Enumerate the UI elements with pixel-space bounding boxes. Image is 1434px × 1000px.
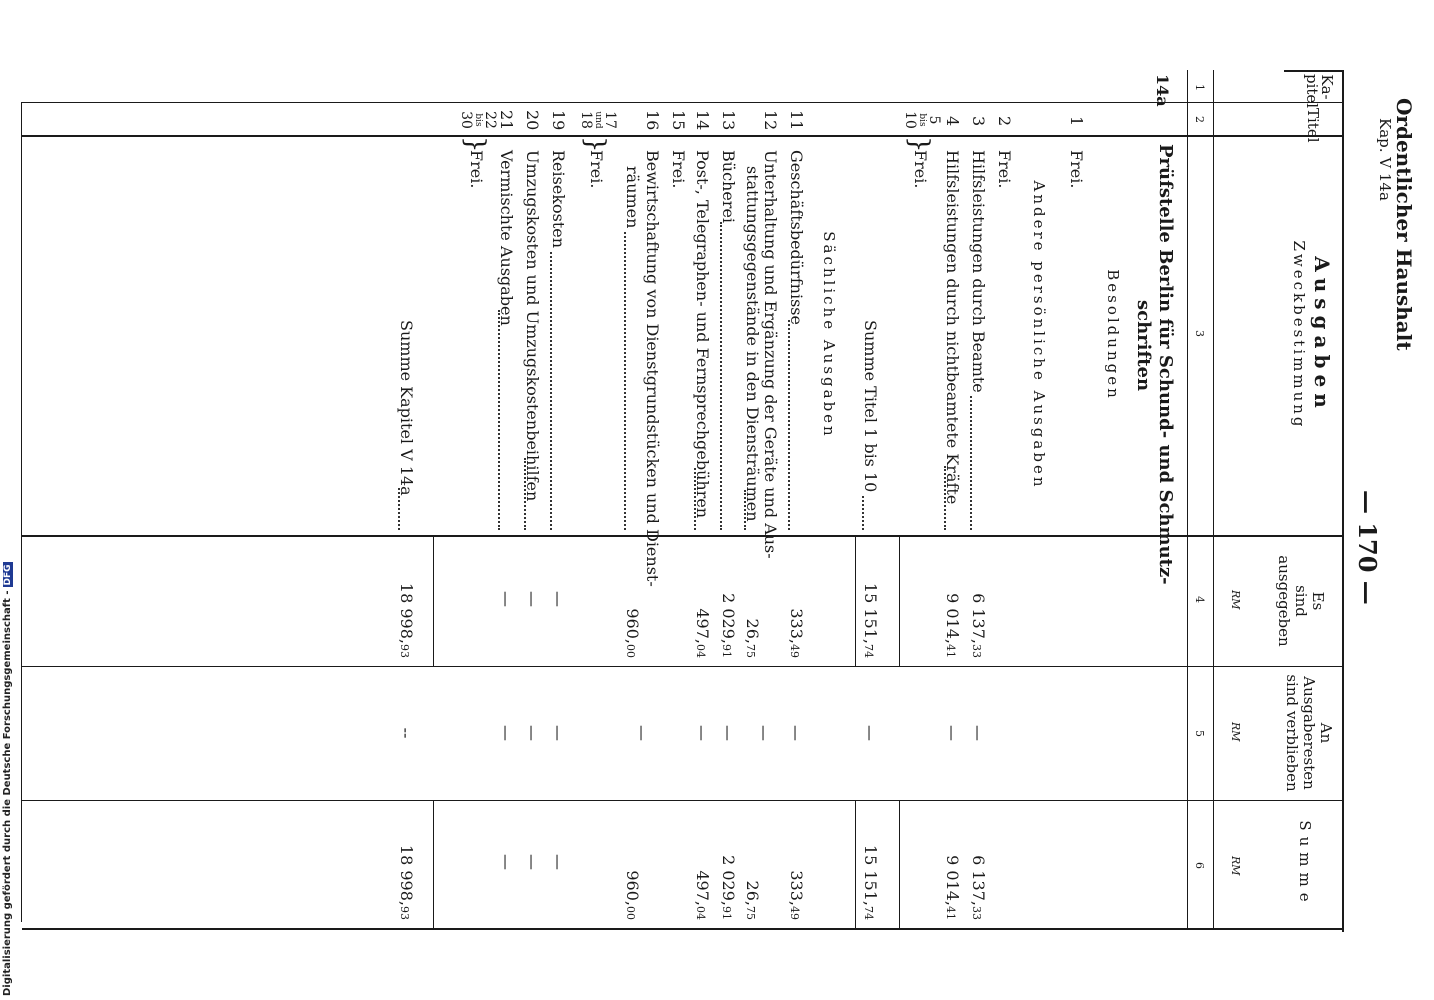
row-12-ausgegeben: 26,75 (743, 618, 762, 658)
table-right-rule (22, 928, 1344, 930)
row-13-leader (720, 222, 722, 530)
colnum-1: 1 (1193, 84, 1206, 91)
col4-divider (22, 666, 1344, 667)
row-4-leader (944, 466, 946, 530)
page-header-chapter: Kap. V 14a (1376, 118, 1394, 201)
section-saechliche: Sächliche Ausgaben (820, 231, 838, 439)
row-12-titel: 12 (761, 110, 780, 131)
row-12-reste: — (755, 725, 774, 741)
colnum-rule (1213, 70, 1214, 928)
row-19-leader (550, 252, 552, 530)
subtotal-rule-col6 (899, 800, 900, 928)
row-3-summe: 6 137,33 (969, 855, 988, 920)
row-20-titel: 20 (523, 110, 542, 131)
currency-col4: RM (1229, 590, 1242, 610)
row-4-reste: — (943, 725, 962, 741)
colnum-4: 4 (1193, 596, 1206, 603)
row-1-text: Frei. (1067, 150, 1086, 189)
row-20-reste: — (523, 725, 542, 741)
row-20-ausgegeben: — (523, 591, 542, 607)
row-20-leader (524, 458, 526, 530)
row-14-reste: — (693, 725, 712, 741)
page-number: — 170 — (1353, 490, 1382, 605)
row-17-18-brace: } (580, 136, 610, 153)
row-3-ausgegeben: 6 137,33 (969, 593, 988, 658)
row-11-leader (788, 320, 790, 530)
row-16-titel: 16 (643, 110, 662, 131)
col-header-ausgabereste: An Ausgaberesten sind verblieben (1283, 674, 1335, 792)
total-summe: 18 998,93 (397, 844, 416, 920)
row-19-text: Reisekosten (549, 150, 568, 249)
row-21-leader (498, 310, 500, 530)
subtotal-leader (862, 496, 864, 530)
section-andere: Andere persönliche Ausgaben (1030, 180, 1048, 490)
chapter-title-2: schriften (1133, 300, 1154, 392)
row-16-summe: 960,00 (623, 870, 642, 920)
row-17-18-text: Frei. (587, 150, 606, 189)
row-19-titel: 19 (549, 110, 568, 131)
row-5-10-brace: } (904, 136, 934, 153)
kapitel-divider (22, 102, 1344, 103)
table-top-rule (1342, 70, 1344, 932)
colnum-5: 5 (1193, 730, 1206, 737)
row-11-text: Geschäftsbedürfnisse (787, 150, 806, 325)
row-13-summe: 2 029,91 (719, 855, 738, 920)
row-21-reste: — (497, 725, 516, 741)
subtotal-ausgegeben: 15 151,74 (861, 582, 880, 658)
row-1-titel: 1 (1067, 116, 1086, 127)
total-leader (398, 488, 400, 530)
row-11-reste: — (787, 725, 806, 741)
row-13-reste: — (719, 725, 738, 741)
col-header-zweck: Zweckbestimmung (1290, 240, 1308, 430)
subtotal-underline-col6 (855, 800, 856, 928)
row-16-reste: — (633, 725, 652, 741)
row-3-text: Hilfsleistungen durch Beamte (969, 150, 988, 393)
col-header-kapitel: Ka- pitel (1303, 74, 1336, 109)
row-12-leader (744, 490, 746, 530)
row-14-summe: 497,04 (693, 870, 712, 920)
row-20-text: Umzugskosten und Umzugskostenbeihilfen (523, 150, 542, 502)
row-2-text: Frei. (995, 150, 1014, 189)
titel-divider (22, 135, 1344, 137)
row-17-18-titel: 17 und 18 (578, 111, 618, 129)
digitization-credit (2, 562, 13, 996)
currency-col5: RM (1229, 722, 1242, 742)
row-16-leader (624, 232, 626, 530)
subtotal-underline-col4 (855, 536, 856, 666)
row-20-summe: — (523, 854, 542, 870)
page-header-title: Ordentlicher Haushalt (1392, 98, 1416, 351)
row-3-leader (970, 396, 972, 530)
row-19-summe: — (549, 854, 568, 870)
row-13-titel: 13 (719, 110, 738, 131)
chapter-title: Prüfstelle Berlin für Schund- und Schmutz- (1155, 144, 1176, 585)
row-4-text: Hilfsleistungen durch nichtbeamtete Kräfte (943, 150, 962, 505)
row-19-reste: — (549, 725, 568, 741)
row-4-summe: 9 014,41 (943, 855, 962, 920)
dfg-logo: DFG (3, 564, 13, 586)
row-11-summe: 333,49 (787, 870, 806, 920)
row-22-30-brace: } (460, 136, 490, 153)
colnum-2: 2 (1193, 116, 1206, 123)
total-label: Summe Kapitel V 14a (397, 320, 416, 496)
colnum-3: 3 (1193, 330, 1206, 337)
section-besoldungen: Besoldungen (1104, 269, 1122, 401)
row-16-text: Bewirtschaftung von Dienstgrundstücken und Dienst- (643, 150, 662, 587)
row-5-10-titel: 5 bis 10 (902, 111, 942, 129)
row-14-text: Post-, Telegraphen- und Fernsprechgebühren (693, 150, 712, 519)
row-15-text: Frei. (669, 150, 688, 189)
row-11-ausgegeben: 333,49 (787, 608, 806, 658)
subtotal-label: Summe Titel 1 bis 10 (861, 320, 880, 493)
row-12-text: Unterhaltung und Ergänzung der Geräte und Aus- (761, 150, 780, 559)
row-14-leader (694, 468, 696, 530)
credit-text: Digitalisierung gefördert durch die Deutsche Forschungsgemeinschaft - (2, 590, 13, 996)
colnum-6: 6 (1193, 862, 1206, 869)
row-3-titel: 3 (969, 116, 988, 127)
row-14-titel: 14 (693, 110, 712, 131)
row-2-titel: 2 (995, 116, 1014, 127)
row-21-ausgegeben: — (497, 591, 516, 607)
subtotal-summe: 15 151,74 (861, 844, 880, 920)
row-4-titel: 4 (943, 116, 962, 127)
row-11-titel: 11 (787, 110, 806, 131)
row-5-10-text: Frei. (911, 150, 930, 189)
total-ausgegeben: 18 998,93 (397, 582, 416, 658)
subtotal-reste: — (861, 725, 880, 741)
chapter-code: 14a (1153, 74, 1172, 107)
row-22-30-titel: 22 bis 30 (458, 111, 498, 129)
col5-divider (22, 800, 1344, 801)
row-21-text: Vermischte Ausgaben (497, 150, 516, 326)
row-3-reste: — (969, 725, 988, 741)
row-16-ausgegeben: 960,00 (623, 608, 642, 658)
row-15-titel: 15 (669, 110, 688, 131)
total-rule-col4 (433, 536, 434, 666)
col-header-ausgegeben: Es sind ausgegeben (1275, 555, 1327, 647)
total-reste: -- (397, 727, 416, 739)
row-4-ausgegeben: 9 014,41 (943, 593, 962, 658)
total-rule-col6 (433, 800, 434, 928)
col-header-ausgaben: Ausgaben (1310, 256, 1334, 414)
table-bottom-rule (21, 102, 22, 922)
row-21-summe: — (497, 854, 516, 870)
row-12-text-2: stattungsgegenstände in den Diensträumen (743, 166, 762, 522)
row-19-ausgegeben: — (549, 591, 568, 607)
row-14-ausgegeben: 497,04 (693, 608, 712, 658)
row-22-30-text: Frei. (467, 150, 486, 189)
text-divider (22, 535, 1344, 537)
row-13-text: Bücherei (719, 150, 738, 224)
row-12-summe: 26,75 (743, 880, 762, 920)
row-21-titel: 21 (497, 110, 516, 131)
col-header-titel: Titel (1304, 108, 1322, 143)
row-16-text-2: räumen (623, 166, 642, 229)
currency-col6: RM (1229, 856, 1242, 876)
col-header-summe: Summe (1296, 820, 1314, 908)
row-13-ausgegeben: 2 029,91 (719, 593, 738, 658)
subtotal-rule-col4 (899, 536, 900, 666)
header-left-rule (1284, 70, 1344, 72)
